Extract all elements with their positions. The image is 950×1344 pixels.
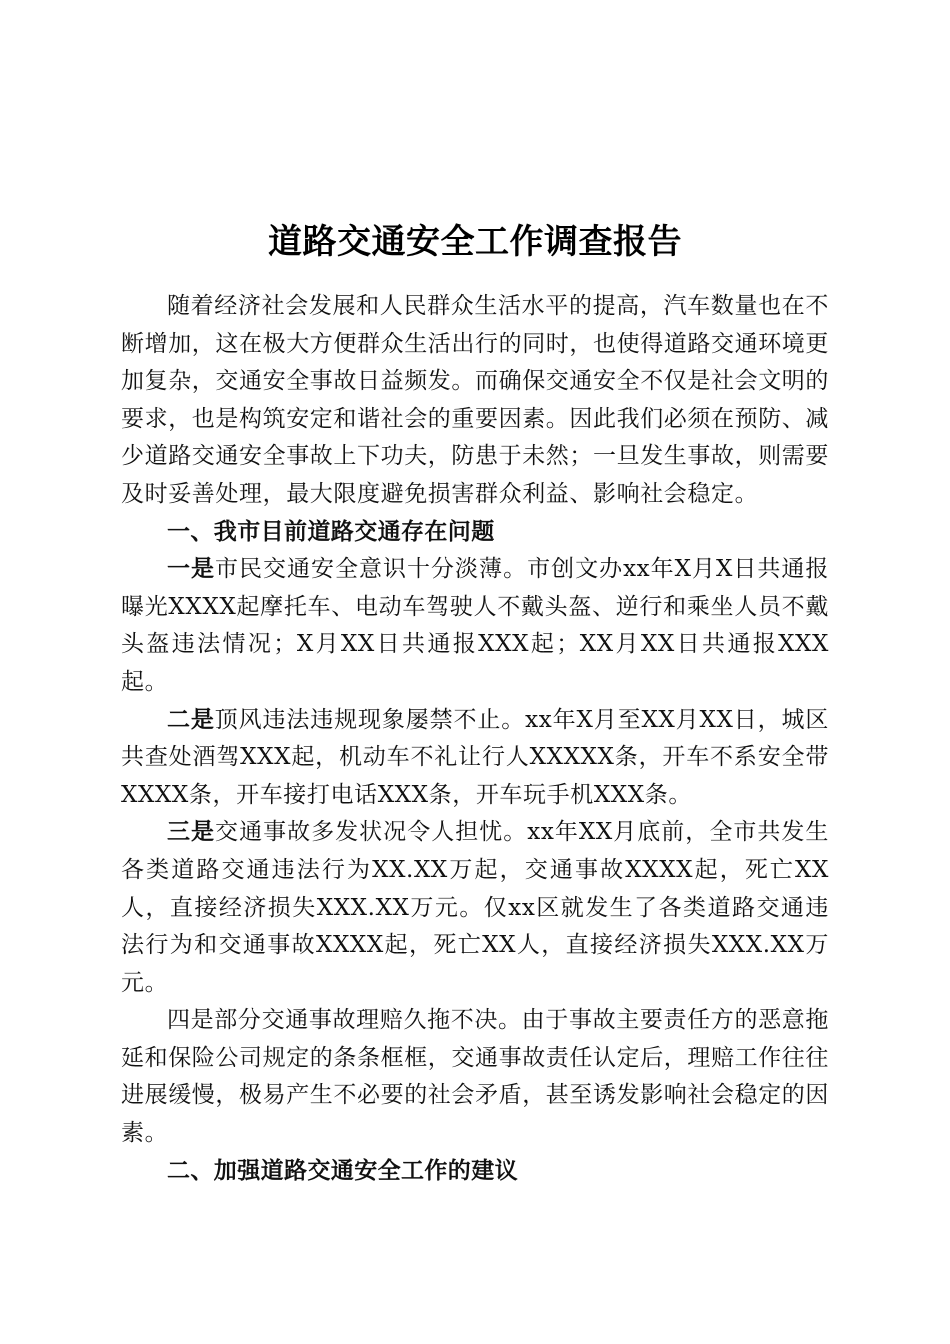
problem-item-3 — [121, 814, 829, 1002]
problem-item-4: 四是部分交通事故理赔久拖不决。由于事故主要责任方的恶意拖延和保险公司规定的条条框框，交通事故责任认定后，理赔工作往往进展缓慢，极易产生不必要的社会矛盾，甚至诱发影响社会稳定的因素。 — [121, 1007, 829, 1147]
problem-item-1 — [121, 551, 829, 701]
intro-paragraph: 随着经济社会发展和人民群众生活水平的提高，汽车数量也在不断增加，这在极大方便群众生活出行的同时，也使得道路交通环境更加复杂，交通安全事故日益频发。而确保交通安全不仅是社会文明的要求，也是构筑安定和谐社会的重要因素。因此我们必须在预防、减少道路交通安全事故上下功夫，防患于未然；一旦发生事故，则需要及时妥善处理，最大限度避免损害群众利益、影响社会稳定。 — [121, 293, 829, 507]
problem-item-1-lead: 一是 — [167, 556, 216, 583]
section-1-heading: 一、我市目前道路交通存在问题 — [167, 518, 495, 545]
section-2-heading: 二、加强道路交通安全工作的建议 — [167, 1157, 518, 1184]
problem-item-2-lead: 二是 — [167, 706, 215, 733]
problem-item-2-text: 顶风违法违规现象屡禁不止。xx年X月至XX月XX日，城区共查处酒驾XXX起，机动车不礼让行人XXXXX条，开车不系安全带XXXX条，开车接打电话XXX条，开车玩手机XXX条。 — [121, 706, 829, 808]
problem-item-3-text: 交通事故多发状况令人担忧。xx年XX月底前，全市共发生各类道路交通违法行为XX.XX万起，交通事故XXXX起，死亡XX人，直接经济损失XXX.XX万元。仅xx区就发生了各类道路交通违法行为和交通事故XXXX起，死亡XX人，直接经济损失XXX.XX万元。 — [121, 819, 830, 996]
problem-item-3-lead: 三是 — [167, 819, 216, 846]
problem-item-2 — [121, 702, 829, 815]
document-title: 道路交通安全工作调查报告 — [268, 221, 682, 262]
problem-item-1-text: 市民交通安全意识十分淡薄。市创文办xx年X月X日共通报曝光XXXX起摩托车、电动车驾驶人不戴头盔、逆行和乘坐人员不戴头盔违法情况；X月XX日共通报XXX起；XX月XX日共通报XXX起。 — [121, 556, 830, 695]
document-body — [121, 288, 829, 1190]
